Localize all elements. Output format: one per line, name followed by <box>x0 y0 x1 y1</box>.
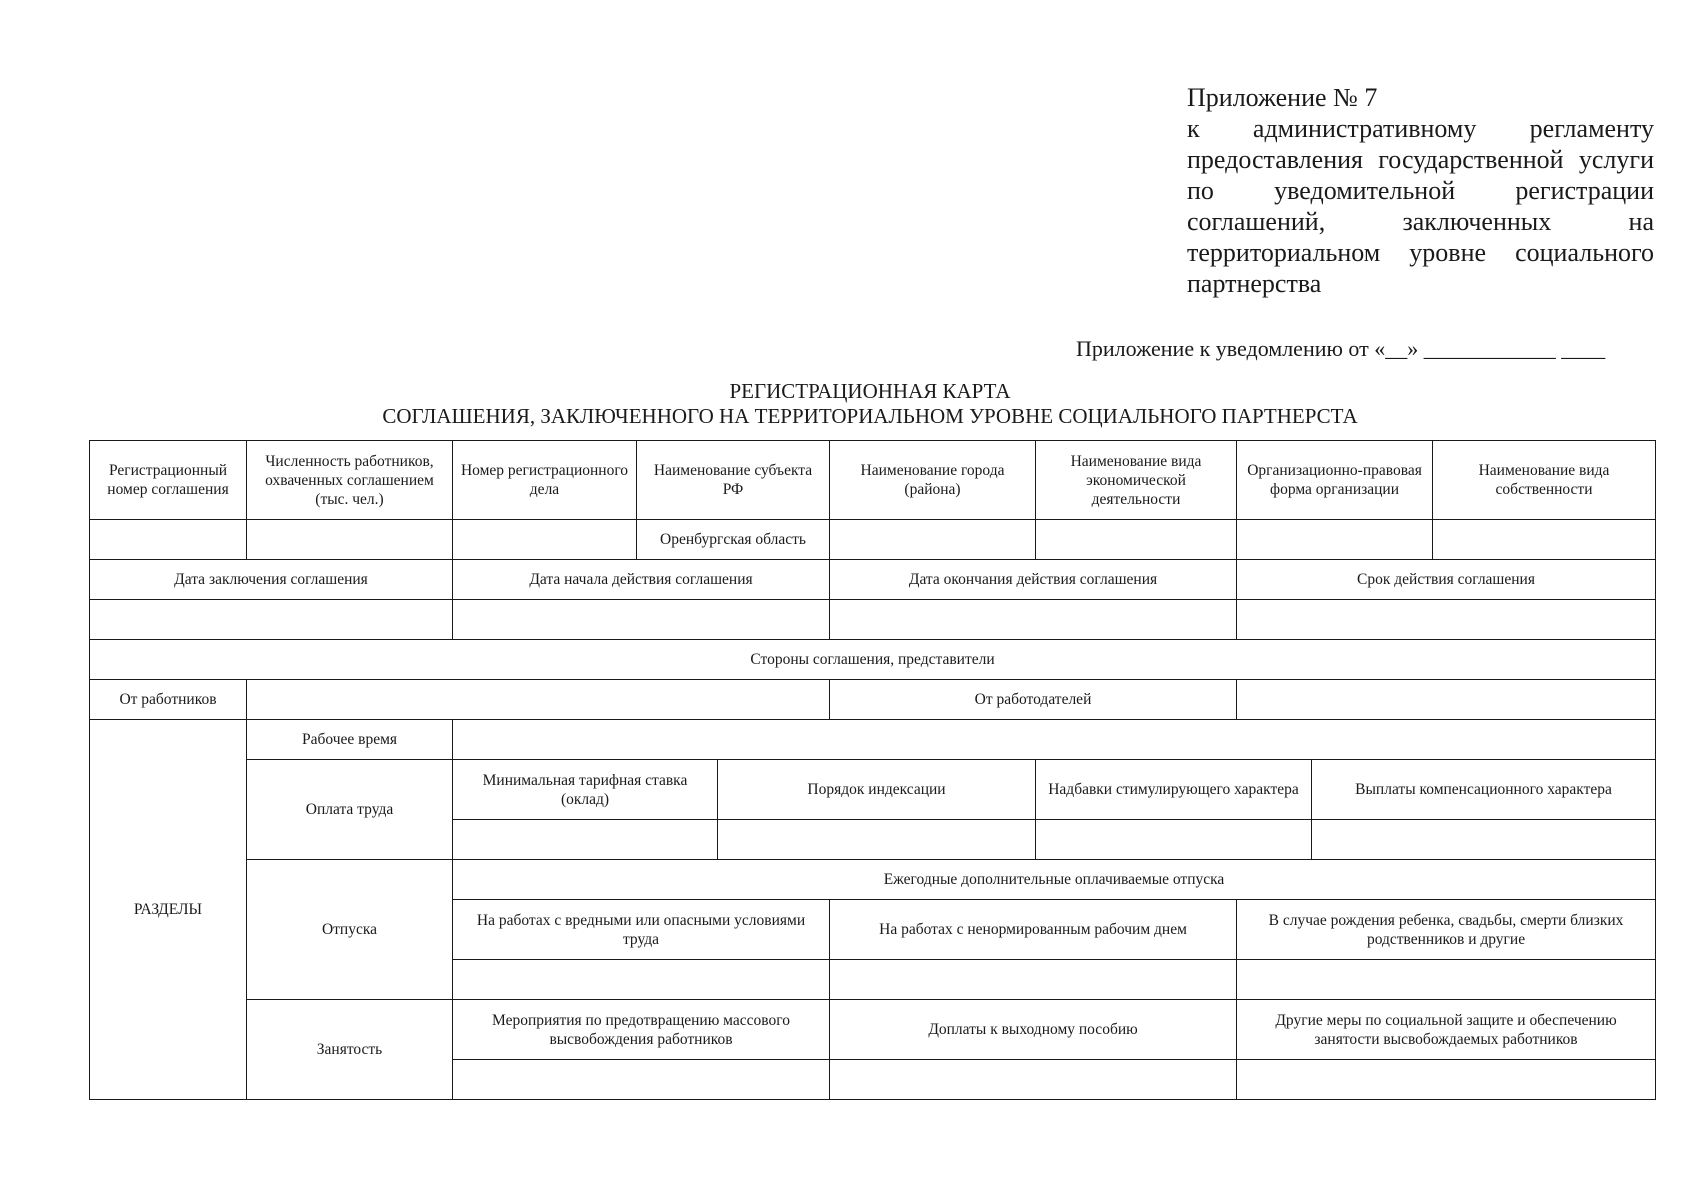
header-subject: Наименование субъекта РФ <box>637 441 830 520</box>
pay-min-rate-label: Минимальная тарифная ставка (оклад) <box>453 760 718 820</box>
value-activity[interactable] <box>1036 520 1237 560</box>
employment-prevention-value[interactable] <box>453 1060 830 1100</box>
header-city: Наименование города (района) <box>830 441 1036 520</box>
term-label: Срок действия соглашения <box>1237 560 1656 600</box>
pay-compensation-label: Выплаты компенсационного характера <box>1312 760 1656 820</box>
date-concluded-label: Дата заключения соглашения <box>90 560 453 600</box>
employment-other-label: Другие меры по социальной защите и обеспечению занятости высвобождаемых работников <box>1237 1000 1656 1060</box>
employment-severance-value[interactable] <box>830 1060 1237 1100</box>
term-value[interactable] <box>1237 600 1656 640</box>
sections-label: РАЗДЕЛЫ <box>90 720 247 1100</box>
document-title <box>70 379 1670 429</box>
notification-date-line: Приложение к уведомлению от «__» ____________ ____ <box>1076 336 1606 361</box>
employment-other-value[interactable] <box>1237 1060 1656 1100</box>
employment-label: Занятость <box>247 1000 453 1100</box>
value-workers-count[interactable] <box>247 520 453 560</box>
leave-irregular-value[interactable] <box>830 960 1237 1000</box>
leave-irregular-label: На работах с ненормированным рабочим днем <box>830 900 1237 960</box>
pay-incentive-label: Надбавки стимулирующего характера <box>1036 760 1312 820</box>
header-case-number: Номер регистрационного дела <box>453 441 637 520</box>
work-time-value[interactable] <box>453 720 1656 760</box>
title-line-1: РЕГИСТРАЦИОННАЯ КАРТА <box>729 379 1011 403</box>
header-workers-count: Численность работников, охваченных соглашением (тыс. чел.) <box>247 441 453 520</box>
date-concluded-value[interactable] <box>90 600 453 640</box>
appendix-heading: Приложение № 7 <box>1187 83 1378 112</box>
parties-title-row <box>90 640 1656 680</box>
pay-min-rate-value[interactable] <box>453 820 718 860</box>
leave-title-row <box>90 860 1656 900</box>
employment-prevention-label: Мероприятия по предотвращению массового высвобождения работников <box>453 1000 830 1060</box>
header-legal-form: Организационно-правовая форма организации <box>1237 441 1433 520</box>
work-time-label: Рабочее время <box>247 720 453 760</box>
dates-values-row <box>90 600 1656 640</box>
header-row <box>90 441 1656 520</box>
leave-family-label: В случае рождения ребенка, свадьбы, смерти близких родственников и другие <box>1237 900 1656 960</box>
leave-title: Ежегодные дополнительные оплачиваемые отпуска <box>453 860 1656 900</box>
date-end-value[interactable] <box>830 600 1237 640</box>
from-workers-value[interactable] <box>247 680 830 720</box>
from-employers-value[interactable] <box>1237 680 1656 720</box>
header-activity: Наименование вида экономической деятельности <box>1036 441 1237 520</box>
title-line-2: СОГЛАШЕНИЯ, ЗАКЛЮЧЕННОГО НА ТЕРРИТОРИАЛЬНОМ УРОВНЕ СОЦИАЛЬНОГО ПАРТНЕРСТА <box>382 404 1358 428</box>
date-start-label: Дата начала действия соглашения <box>453 560 830 600</box>
leave-family-value[interactable] <box>1237 960 1656 1000</box>
dates-header-row <box>90 560 1656 600</box>
value-reg-number[interactable] <box>90 520 247 560</box>
parties-row <box>90 680 1656 720</box>
value-legal-form[interactable] <box>1237 520 1433 560</box>
work-time-row <box>90 720 1656 760</box>
employment-header-row <box>90 1000 1656 1060</box>
pay-compensation-value[interactable] <box>1312 820 1656 860</box>
pay-label: Оплата труда <box>247 760 453 860</box>
value-ownership[interactable] <box>1433 520 1656 560</box>
pay-indexation-value[interactable] <box>718 820 1036 860</box>
employment-severance-label: Доплаты к выходному пособию <box>830 1000 1237 1060</box>
from-employers-label: От работодателей <box>830 680 1237 720</box>
pay-indexation-label: Порядок индексации <box>718 760 1036 820</box>
leave-hazardous-value[interactable] <box>453 960 830 1000</box>
parties-title: Стороны соглашения, представители <box>90 640 1656 680</box>
date-start-value[interactable] <box>453 600 830 640</box>
pay-incentive-value[interactable] <box>1036 820 1312 860</box>
header-reg-number: Регистрационный номер соглашения <box>90 441 247 520</box>
value-case-number[interactable] <box>453 520 637 560</box>
leave-hazardous-label: На работах с вредными или опасными условиями труда <box>453 900 830 960</box>
value-city[interactable] <box>830 520 1036 560</box>
header-ownership: Наименование вида собственности <box>1433 441 1656 520</box>
leave-label: Отпуска <box>247 860 453 1000</box>
header-values-row <box>90 520 1656 560</box>
from-workers-label: От работников <box>90 680 247 720</box>
registration-card-table <box>89 440 1656 1100</box>
value-subject[interactable]: Оренбургская область <box>637 520 830 560</box>
appendix-block <box>1187 82 1654 299</box>
date-end-label: Дата окончания действия соглашения <box>830 560 1237 600</box>
pay-header-row <box>90 760 1656 820</box>
appendix-text: к административному регламенту предоставления государственной услуги по уведомительной регистрации соглашений, заключенных на территориальном уровне социального партнерства <box>1187 114 1654 298</box>
